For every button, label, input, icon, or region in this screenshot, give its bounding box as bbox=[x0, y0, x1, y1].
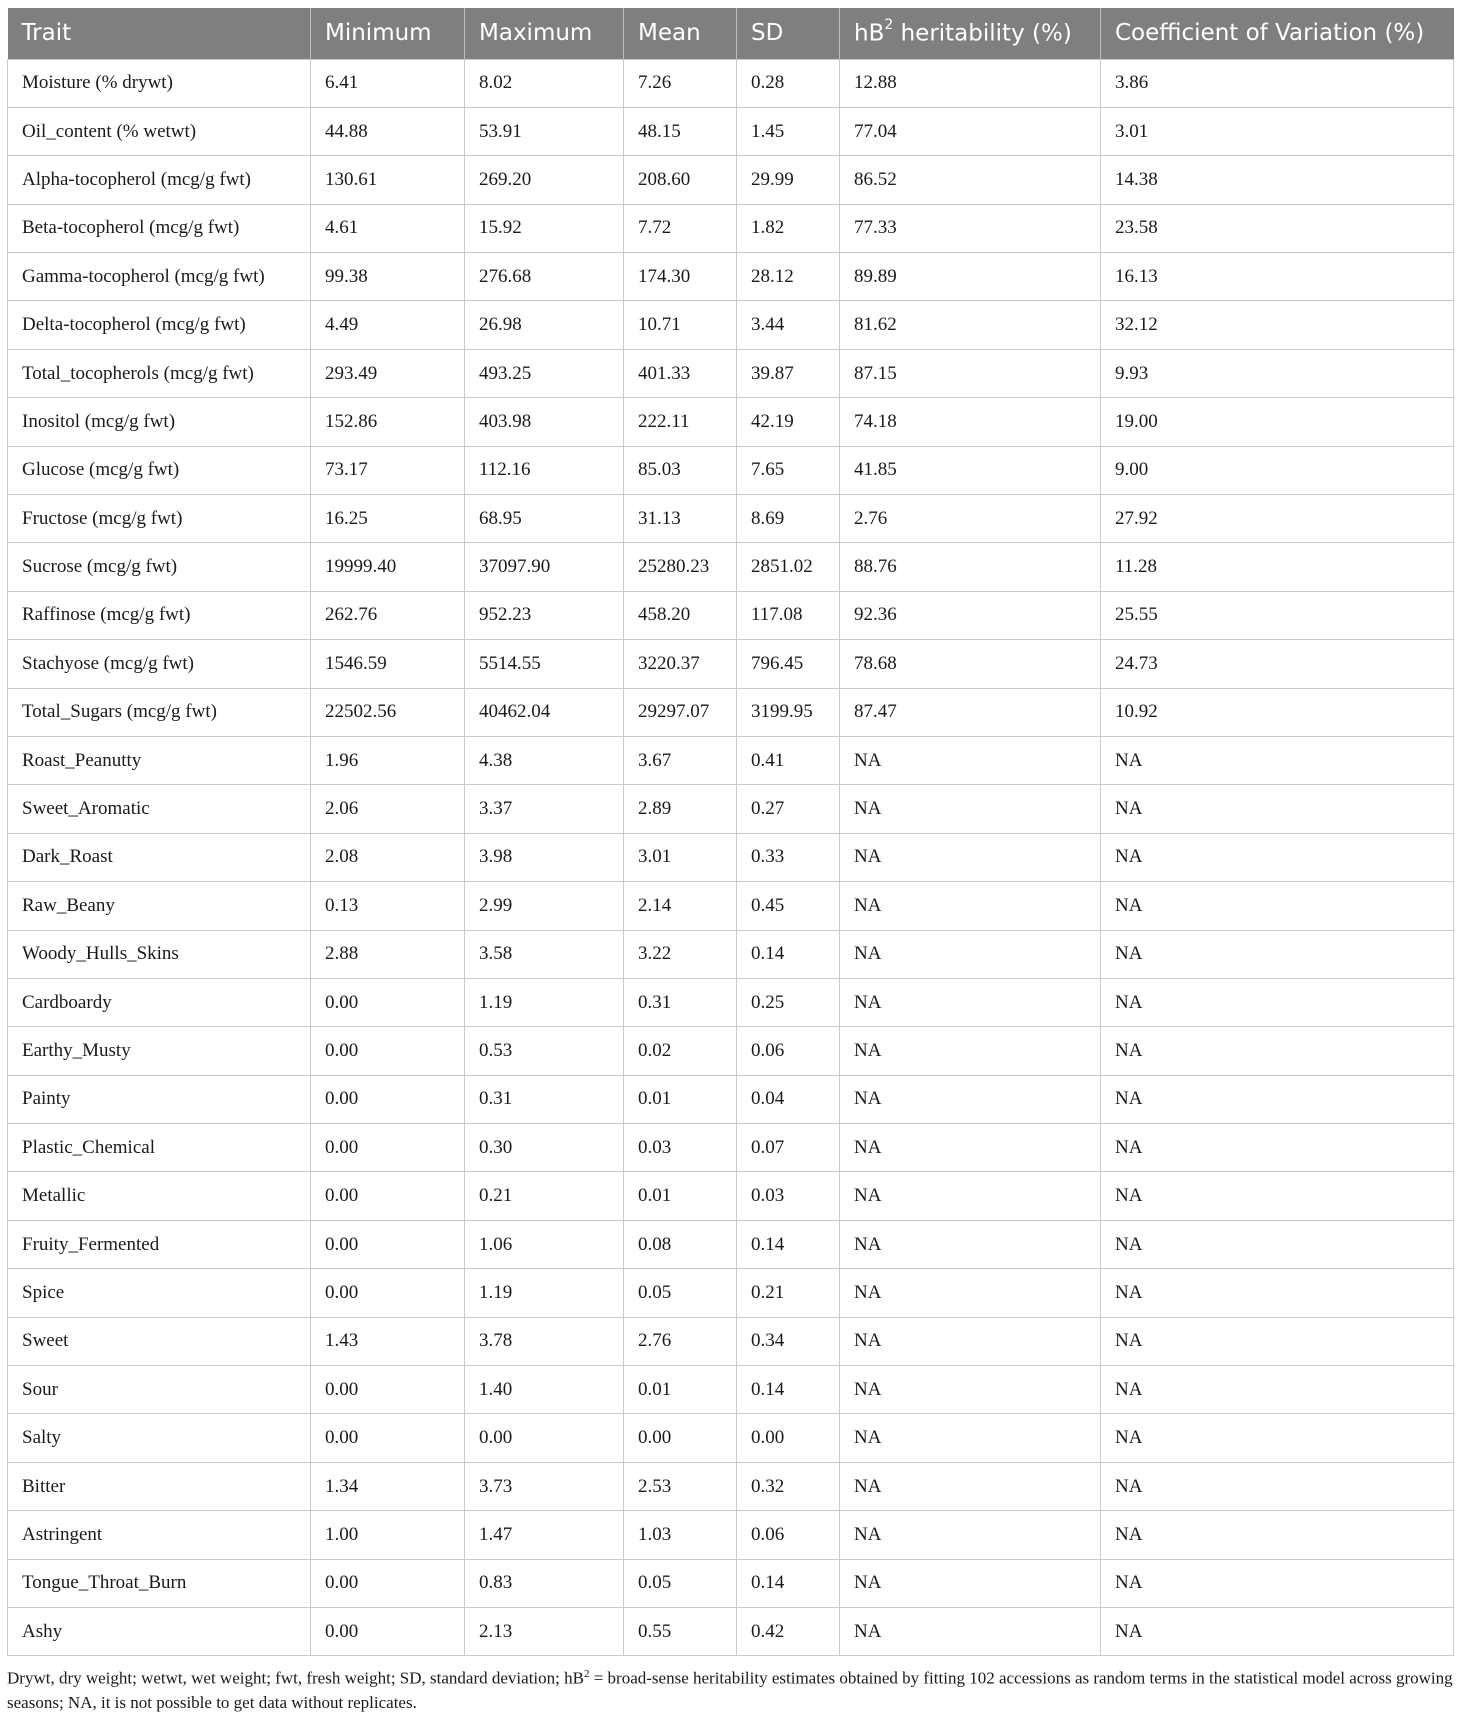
cell-maximum: 0.30 bbox=[465, 1124, 624, 1172]
cell-minimum: 2.08 bbox=[311, 833, 465, 881]
header-minimum: Minimum bbox=[311, 8, 465, 59]
cell-cv: NA bbox=[1101, 882, 1454, 930]
cell-mean: 3.01 bbox=[624, 833, 737, 881]
table-row bbox=[8, 349, 1454, 397]
cell-maximum: 112.16 bbox=[465, 446, 624, 494]
cell-mean: 0.01 bbox=[624, 1366, 737, 1414]
table-row bbox=[8, 1511, 1454, 1559]
cell-minimum: 152.86 bbox=[311, 398, 465, 446]
cell-cv: 14.38 bbox=[1101, 156, 1454, 204]
cell-heritability: NA bbox=[840, 930, 1101, 978]
cell-heritability: NA bbox=[840, 1075, 1101, 1123]
cell-trait: Stachyose (mcg/g fwt) bbox=[8, 640, 311, 688]
cell-sd: 117.08 bbox=[737, 591, 840, 639]
cell-heritability: NA bbox=[840, 1220, 1101, 1268]
cell-mean: 0.00 bbox=[624, 1414, 737, 1462]
cell-sd: 2851.02 bbox=[737, 543, 840, 591]
cell-sd: 796.45 bbox=[737, 640, 840, 688]
table-row bbox=[8, 1075, 1454, 1123]
cell-maximum: 2.13 bbox=[465, 1608, 624, 1656]
cell-maximum: 1.06 bbox=[465, 1220, 624, 1268]
cell-sd: 0.14 bbox=[737, 1366, 840, 1414]
cell-cv: NA bbox=[1101, 833, 1454, 881]
table-row bbox=[8, 156, 1454, 204]
cell-maximum: 40462.04 bbox=[465, 688, 624, 736]
cell-cv: 25.55 bbox=[1101, 591, 1454, 639]
cell-maximum: 1.19 bbox=[465, 1269, 624, 1317]
cell-maximum: 0.31 bbox=[465, 1075, 624, 1123]
cell-heritability: 2.76 bbox=[840, 495, 1101, 543]
table-row bbox=[8, 59, 1454, 107]
cell-maximum: 1.47 bbox=[465, 1511, 624, 1559]
table-row bbox=[8, 107, 1454, 155]
cell-cv: NA bbox=[1101, 1559, 1454, 1607]
table-row bbox=[8, 301, 1454, 349]
cell-mean: 31.13 bbox=[624, 495, 737, 543]
footnote-sup: 2 bbox=[583, 1668, 590, 1680]
cell-sd: 8.69 bbox=[737, 495, 840, 543]
cell-mean: 48.15 bbox=[624, 107, 737, 155]
cell-trait: Sucrose (mcg/g fwt) bbox=[8, 543, 311, 591]
cell-sd: 0.04 bbox=[737, 1075, 840, 1123]
cell-mean: 0.01 bbox=[624, 1075, 737, 1123]
cell-heritability: NA bbox=[840, 833, 1101, 881]
cell-trait: Fructose (mcg/g fwt) bbox=[8, 495, 311, 543]
cell-maximum: 3.37 bbox=[465, 785, 624, 833]
cell-minimum: 99.38 bbox=[311, 253, 465, 301]
cell-trait: Moisture (% drywt) bbox=[8, 59, 311, 107]
cell-heritability: 41.85 bbox=[840, 446, 1101, 494]
cell-minimum: 130.61 bbox=[311, 156, 465, 204]
cell-heritability: NA bbox=[840, 1414, 1101, 1462]
cell-heritability: 92.36 bbox=[840, 591, 1101, 639]
cell-cv: NA bbox=[1101, 1608, 1454, 1656]
header-row bbox=[8, 8, 1454, 59]
cell-minimum: 2.06 bbox=[311, 785, 465, 833]
cell-heritability: NA bbox=[840, 1608, 1101, 1656]
cell-minimum: 1.96 bbox=[311, 736, 465, 784]
cell-sd: 0.25 bbox=[737, 978, 840, 1026]
cell-minimum: 73.17 bbox=[311, 446, 465, 494]
cell-maximum: 952.23 bbox=[465, 591, 624, 639]
cell-sd: 0.06 bbox=[737, 1027, 840, 1075]
cell-cv: NA bbox=[1101, 1075, 1454, 1123]
cell-trait: Metallic bbox=[8, 1172, 311, 1220]
table-row bbox=[8, 398, 1454, 446]
trait-statistics-table-container bbox=[7, 8, 1453, 1656]
cell-sd: 0.32 bbox=[737, 1462, 840, 1510]
cell-minimum: 0.00 bbox=[311, 1172, 465, 1220]
cell-trait: Tongue_Throat_Burn bbox=[8, 1559, 311, 1607]
cell-trait: Fruity_Fermented bbox=[8, 1220, 311, 1268]
cell-mean: 401.33 bbox=[624, 349, 737, 397]
cell-cv: 3.01 bbox=[1101, 107, 1454, 155]
cell-trait: Delta-tocopherol (mcg/g fwt) bbox=[8, 301, 311, 349]
cell-minimum: 0.00 bbox=[311, 1559, 465, 1607]
cell-maximum: 3.73 bbox=[465, 1462, 624, 1510]
cell-cv: NA bbox=[1101, 1172, 1454, 1220]
cell-cv: 11.28 bbox=[1101, 543, 1454, 591]
cell-trait: Inositol (mcg/g fwt) bbox=[8, 398, 311, 446]
cell-heritability: 86.52 bbox=[840, 156, 1101, 204]
cell-mean: 25280.23 bbox=[624, 543, 737, 591]
cell-heritability: 78.68 bbox=[840, 640, 1101, 688]
table-footnote bbox=[7, 1662, 1453, 1715]
cell-cv: 19.00 bbox=[1101, 398, 1454, 446]
table-row bbox=[8, 1462, 1454, 1510]
cell-mean: 3.22 bbox=[624, 930, 737, 978]
header-sd: SD bbox=[737, 8, 840, 59]
cell-maximum: 1.40 bbox=[465, 1366, 624, 1414]
table-row bbox=[8, 930, 1454, 978]
cell-sd: 0.06 bbox=[737, 1511, 840, 1559]
cell-sd: 0.14 bbox=[737, 1559, 840, 1607]
cell-cv: 32.12 bbox=[1101, 301, 1454, 349]
cell-trait: Sweet bbox=[8, 1317, 311, 1365]
table-row bbox=[8, 446, 1454, 494]
header-cv: Coefficient of Variation (%) bbox=[1101, 8, 1454, 59]
header-heritability-suffix: heritability (%) bbox=[893, 20, 1072, 47]
cell-cv: NA bbox=[1101, 785, 1454, 833]
cell-mean: 174.30 bbox=[624, 253, 737, 301]
cell-trait: Gamma-tocopherol (mcg/g fwt) bbox=[8, 253, 311, 301]
cell-minimum: 0.00 bbox=[311, 1027, 465, 1075]
cell-maximum: 53.91 bbox=[465, 107, 624, 155]
cell-mean: 1.03 bbox=[624, 1511, 737, 1559]
cell-mean: 0.05 bbox=[624, 1559, 737, 1607]
cell-minimum: 1546.59 bbox=[311, 640, 465, 688]
cell-maximum: 0.21 bbox=[465, 1172, 624, 1220]
cell-trait: Astringent bbox=[8, 1511, 311, 1559]
cell-minimum: 0.00 bbox=[311, 978, 465, 1026]
cell-maximum: 3.78 bbox=[465, 1317, 624, 1365]
cell-minimum: 4.61 bbox=[311, 204, 465, 252]
cell-heritability: 81.62 bbox=[840, 301, 1101, 349]
cell-maximum: 276.68 bbox=[465, 253, 624, 301]
cell-mean: 0.01 bbox=[624, 1172, 737, 1220]
cell-sd: 0.27 bbox=[737, 785, 840, 833]
cell-cv: NA bbox=[1101, 1414, 1454, 1462]
cell-sd: 0.45 bbox=[737, 882, 840, 930]
cell-trait: Total_Sugars (mcg/g fwt) bbox=[8, 688, 311, 736]
cell-sd: 0.14 bbox=[737, 930, 840, 978]
table-row bbox=[8, 1124, 1454, 1172]
header-heritability-prefix: hB bbox=[854, 20, 885, 47]
cell-mean: 2.76 bbox=[624, 1317, 737, 1365]
cell-maximum: 403.98 bbox=[465, 398, 624, 446]
cell-mean: 2.89 bbox=[624, 785, 737, 833]
table-row bbox=[8, 1366, 1454, 1414]
table-row bbox=[8, 1559, 1454, 1607]
cell-minimum: 0.00 bbox=[311, 1366, 465, 1414]
cell-minimum: 1.43 bbox=[311, 1317, 465, 1365]
cell-minimum: 0.13 bbox=[311, 882, 465, 930]
table-row bbox=[8, 688, 1454, 736]
cell-sd: 0.42 bbox=[737, 1608, 840, 1656]
table-row bbox=[8, 495, 1454, 543]
cell-minimum: 44.88 bbox=[311, 107, 465, 155]
cell-mean: 458.20 bbox=[624, 591, 737, 639]
cell-heritability: NA bbox=[840, 1462, 1101, 1510]
cell-maximum: 0.53 bbox=[465, 1027, 624, 1075]
cell-minimum: 1.00 bbox=[311, 1511, 465, 1559]
header-trait: Trait bbox=[21, 20, 72, 47]
cell-mean: 0.08 bbox=[624, 1220, 737, 1268]
table-row bbox=[8, 1172, 1454, 1220]
cell-maximum: 37097.90 bbox=[465, 543, 624, 591]
cell-sd: 0.28 bbox=[737, 59, 840, 107]
cell-minimum: 0.00 bbox=[311, 1608, 465, 1656]
cell-trait: Glucose (mcg/g fwt) bbox=[8, 446, 311, 494]
cell-trait: Total_tocopherols (mcg/g fwt) bbox=[8, 349, 311, 397]
cell-sd: 0.14 bbox=[737, 1220, 840, 1268]
cell-mean: 85.03 bbox=[624, 446, 737, 494]
cell-trait: Cardboardy bbox=[8, 978, 311, 1026]
cell-mean: 0.05 bbox=[624, 1269, 737, 1317]
table-row bbox=[8, 833, 1454, 881]
table-row bbox=[8, 736, 1454, 784]
cell-minimum: 2.88 bbox=[311, 930, 465, 978]
cell-sd: 0.03 bbox=[737, 1172, 840, 1220]
cell-trait: Sweet_Aromatic bbox=[8, 785, 311, 833]
cell-minimum: 19999.40 bbox=[311, 543, 465, 591]
cell-heritability: NA bbox=[840, 1366, 1101, 1414]
cell-cv: NA bbox=[1101, 1124, 1454, 1172]
table-row bbox=[8, 640, 1454, 688]
cell-trait: Painty bbox=[8, 1075, 311, 1123]
cell-sd: 0.07 bbox=[737, 1124, 840, 1172]
cell-maximum: 0.00 bbox=[465, 1414, 624, 1462]
cell-heritability: NA bbox=[840, 882, 1101, 930]
cell-sd: 0.33 bbox=[737, 833, 840, 881]
header-heritability bbox=[840, 8, 1101, 59]
trait-statistics-table bbox=[7, 8, 1454, 1656]
cell-trait: Plastic_Chemical bbox=[8, 1124, 311, 1172]
cell-maximum: 2.99 bbox=[465, 882, 624, 930]
cell-trait: Ashy bbox=[8, 1608, 311, 1656]
cell-minimum: 0.00 bbox=[311, 1124, 465, 1172]
cell-mean: 2.53 bbox=[624, 1462, 737, 1510]
table-row bbox=[8, 543, 1454, 591]
table-row bbox=[8, 1027, 1454, 1075]
cell-sd: 1.45 bbox=[737, 107, 840, 155]
cell-heritability: 77.33 bbox=[840, 204, 1101, 252]
cell-sd: 3199.95 bbox=[737, 688, 840, 736]
cell-sd: 0.21 bbox=[737, 1269, 840, 1317]
cell-maximum: 0.83 bbox=[465, 1559, 624, 1607]
cell-heritability: 88.76 bbox=[840, 543, 1101, 591]
cell-heritability: 77.04 bbox=[840, 107, 1101, 155]
cell-maximum: 3.58 bbox=[465, 930, 624, 978]
cell-mean: 2.14 bbox=[624, 882, 737, 930]
cell-sd: 7.65 bbox=[737, 446, 840, 494]
cell-heritability: NA bbox=[840, 1559, 1101, 1607]
cell-maximum: 68.95 bbox=[465, 495, 624, 543]
cell-heritability: 89.89 bbox=[840, 253, 1101, 301]
cell-minimum: 293.49 bbox=[311, 349, 465, 397]
cell-sd: 1.82 bbox=[737, 204, 840, 252]
cell-minimum: 0.00 bbox=[311, 1269, 465, 1317]
cell-minimum: 22502.56 bbox=[311, 688, 465, 736]
cell-sd: 29.99 bbox=[737, 156, 840, 204]
table-row bbox=[8, 204, 1454, 252]
cell-mean: 7.26 bbox=[624, 59, 737, 107]
cell-maximum: 269.20 bbox=[465, 156, 624, 204]
cell-heritability: 12.88 bbox=[840, 59, 1101, 107]
cell-heritability: NA bbox=[840, 1172, 1101, 1220]
cell-cv: NA bbox=[1101, 736, 1454, 784]
cell-heritability: NA bbox=[840, 1317, 1101, 1365]
cell-cv: 16.13 bbox=[1101, 253, 1454, 301]
table-row bbox=[8, 785, 1454, 833]
cell-cv: NA bbox=[1101, 978, 1454, 1026]
cell-trait: Raw_Beany bbox=[8, 882, 311, 930]
cell-trait: Salty bbox=[8, 1414, 311, 1462]
cell-mean: 0.03 bbox=[624, 1124, 737, 1172]
footnote-part2: = broad-sense heritability estimates obtained by fitting 102 accessions as random terms in the statistical model across growing seasons; NA, it is not possible to get data without replicates. bbox=[7, 1668, 1453, 1712]
cell-minimum: 262.76 bbox=[311, 591, 465, 639]
cell-cv: 27.92 bbox=[1101, 495, 1454, 543]
cell-minimum: 0.00 bbox=[311, 1414, 465, 1462]
cell-mean: 0.02 bbox=[624, 1027, 737, 1075]
cell-sd: 42.19 bbox=[737, 398, 840, 446]
cell-cv: 24.73 bbox=[1101, 640, 1454, 688]
table-row bbox=[8, 1608, 1454, 1656]
cell-sd: 0.41 bbox=[737, 736, 840, 784]
footnote-part1: Drywt, dry weight; wetwt, wet weight; fwt, fresh weight; SD, standard deviation; hB bbox=[7, 1668, 584, 1688]
cell-trait: Woody_Hulls_Skins bbox=[8, 930, 311, 978]
cell-maximum: 5514.55 bbox=[465, 640, 624, 688]
cell-cv: NA bbox=[1101, 1511, 1454, 1559]
cell-mean: 3.67 bbox=[624, 736, 737, 784]
table-row bbox=[8, 253, 1454, 301]
cell-minimum: 0.00 bbox=[311, 1220, 465, 1268]
cell-cv: 23.58 bbox=[1101, 204, 1454, 252]
cell-mean: 10.71 bbox=[624, 301, 737, 349]
cell-heritability: NA bbox=[840, 736, 1101, 784]
cell-cv: NA bbox=[1101, 1366, 1454, 1414]
cell-trait: Sour bbox=[8, 1366, 311, 1414]
header-mean: Mean bbox=[624, 8, 737, 59]
table-row bbox=[8, 882, 1454, 930]
cell-trait: Beta-tocopherol (mcg/g fwt) bbox=[8, 204, 311, 252]
cell-mean: 208.60 bbox=[624, 156, 737, 204]
cell-trait: Spice bbox=[8, 1269, 311, 1317]
cell-mean: 0.55 bbox=[624, 1608, 737, 1656]
cell-trait: Dark_Roast bbox=[8, 833, 311, 881]
cell-cv: 9.00 bbox=[1101, 446, 1454, 494]
table-row bbox=[8, 1220, 1454, 1268]
table-row bbox=[8, 591, 1454, 639]
table-body bbox=[8, 59, 1454, 1656]
cell-cv: NA bbox=[1101, 1269, 1454, 1317]
cell-sd: 3.44 bbox=[737, 301, 840, 349]
cell-heritability: NA bbox=[840, 1124, 1101, 1172]
table-row bbox=[8, 978, 1454, 1026]
cell-heritability: NA bbox=[840, 785, 1101, 833]
cell-heritability: NA bbox=[840, 1027, 1101, 1075]
cell-sd: 28.12 bbox=[737, 253, 840, 301]
cell-maximum: 8.02 bbox=[465, 59, 624, 107]
cell-mean: 222.11 bbox=[624, 398, 737, 446]
cell-cv: NA bbox=[1101, 1220, 1454, 1268]
cell-maximum: 1.19 bbox=[465, 978, 624, 1026]
header-maximum: Maximum bbox=[465, 8, 624, 59]
cell-heritability: 87.15 bbox=[840, 349, 1101, 397]
cell-minimum: 1.34 bbox=[311, 1462, 465, 1510]
cell-cv: NA bbox=[1101, 1027, 1454, 1075]
cell-mean: 3220.37 bbox=[624, 640, 737, 688]
cell-mean: 29297.07 bbox=[624, 688, 737, 736]
cell-trait: Alpha-tocopherol (mcg/g fwt) bbox=[8, 156, 311, 204]
cell-heritability: 87.47 bbox=[840, 688, 1101, 736]
cell-minimum: 0.00 bbox=[311, 1075, 465, 1123]
cell-maximum: 3.98 bbox=[465, 833, 624, 881]
table-row bbox=[8, 1414, 1454, 1462]
cell-heritability: NA bbox=[840, 978, 1101, 1026]
cell-maximum: 26.98 bbox=[465, 301, 624, 349]
table-header bbox=[8, 8, 1454, 59]
cell-cv: NA bbox=[1101, 930, 1454, 978]
cell-maximum: 493.25 bbox=[465, 349, 624, 397]
cell-minimum: 4.49 bbox=[311, 301, 465, 349]
cell-cv: NA bbox=[1101, 1317, 1454, 1365]
cell-trait: Roast_Peanutty bbox=[8, 736, 311, 784]
table-row bbox=[8, 1317, 1454, 1365]
cell-trait: Bitter bbox=[8, 1462, 311, 1510]
cell-heritability: NA bbox=[840, 1269, 1101, 1317]
header-heritability-sup: 2 bbox=[884, 16, 894, 33]
cell-cv: 10.92 bbox=[1101, 688, 1454, 736]
cell-trait: Oil_content (% wetwt) bbox=[8, 107, 311, 155]
cell-sd: 39.87 bbox=[737, 349, 840, 397]
table-row bbox=[8, 1269, 1454, 1317]
cell-heritability: 74.18 bbox=[840, 398, 1101, 446]
cell-cv: 9.93 bbox=[1101, 349, 1454, 397]
cell-sd: 0.00 bbox=[737, 1414, 840, 1462]
cell-minimum: 16.25 bbox=[311, 495, 465, 543]
cell-maximum: 15.92 bbox=[465, 204, 624, 252]
cell-trait: Raffinose (mcg/g fwt) bbox=[8, 591, 311, 639]
cell-minimum: 6.41 bbox=[311, 59, 465, 107]
cell-maximum: 4.38 bbox=[465, 736, 624, 784]
cell-trait: Earthy_Musty bbox=[8, 1027, 311, 1075]
cell-cv: NA bbox=[1101, 1462, 1454, 1510]
cell-mean: 7.72 bbox=[624, 204, 737, 252]
cell-cv: 3.86 bbox=[1101, 59, 1454, 107]
cell-mean: 0.31 bbox=[624, 978, 737, 1026]
cell-heritability: NA bbox=[840, 1511, 1101, 1559]
cell-sd: 0.34 bbox=[737, 1317, 840, 1365]
